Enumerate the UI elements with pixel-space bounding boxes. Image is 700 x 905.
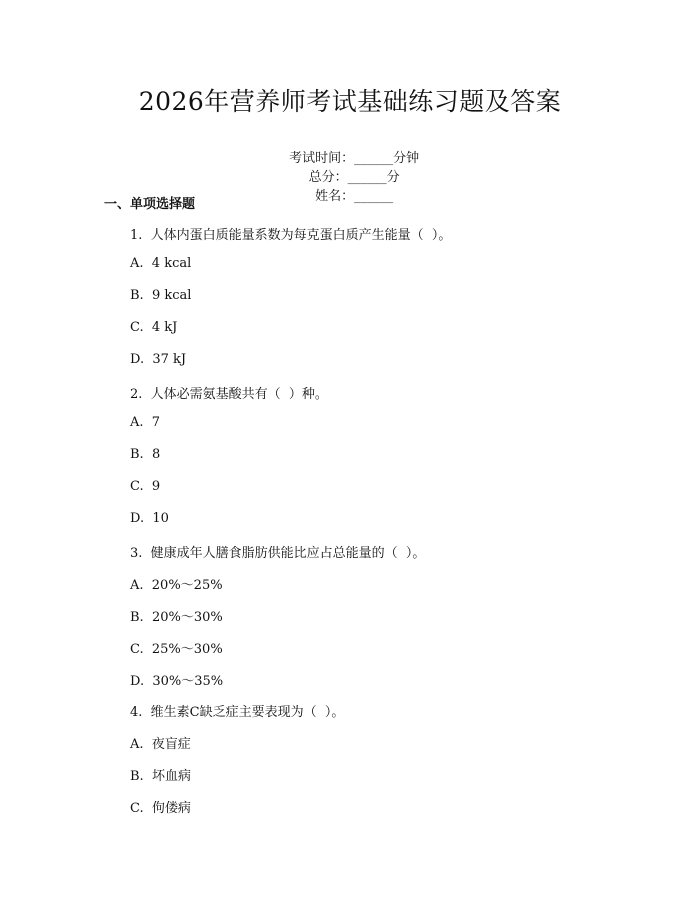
exam-time: 考试时间：______分钟 <box>289 151 420 166</box>
q4-stem: 4. 维生素C缺乏症主要表现为（ ）。 <box>130 705 345 720</box>
q1-option-d: D. 37 kJ <box>130 352 187 367</box>
q3-option-b: B. 20%～30% <box>130 610 223 625</box>
q3-stem: 3. 健康成年人膳食脂肪供能比应占总能量的（ ）。 <box>130 546 426 561</box>
q2-stem: 2. 人体必需氨基酸共有（ ）种。 <box>130 387 328 402</box>
q2-option-b: B. 8 <box>130 447 161 462</box>
student-name: 姓名：______ <box>315 189 394 204</box>
q1-option-b: B. 9 kcal <box>130 288 192 303</box>
q2-option-a: A. 7 <box>130 415 161 430</box>
q2-option-d: D. 10 <box>130 511 169 526</box>
q1-option-c: C. 4 kJ <box>130 320 178 335</box>
q4-option-a: A. 夜盲症 <box>130 737 191 752</box>
section-heading: 一、单项选择题 <box>104 197 196 212</box>
q3-option-a: A. 20%～25% <box>130 578 223 593</box>
q3-option-c: C. 25%～30% <box>130 642 223 657</box>
document-title: 2026年营养师考试基础练习题及答案 <box>138 87 562 116</box>
q2-option-c: C. 9 <box>130 479 161 494</box>
q1-option-a: A. 4 kcal <box>130 256 192 271</box>
total-score: 总分：______分 <box>308 170 400 185</box>
q1-stem: 1. 人体内蛋白质能量系数为每克蛋白质产生能量（ ）。 <box>130 228 452 243</box>
q4-option-b: B. 坏血病 <box>130 769 191 784</box>
q4-option-c: C. 佝偻病 <box>130 801 191 816</box>
q3-option-d: D. 30%～35% <box>130 674 224 689</box>
